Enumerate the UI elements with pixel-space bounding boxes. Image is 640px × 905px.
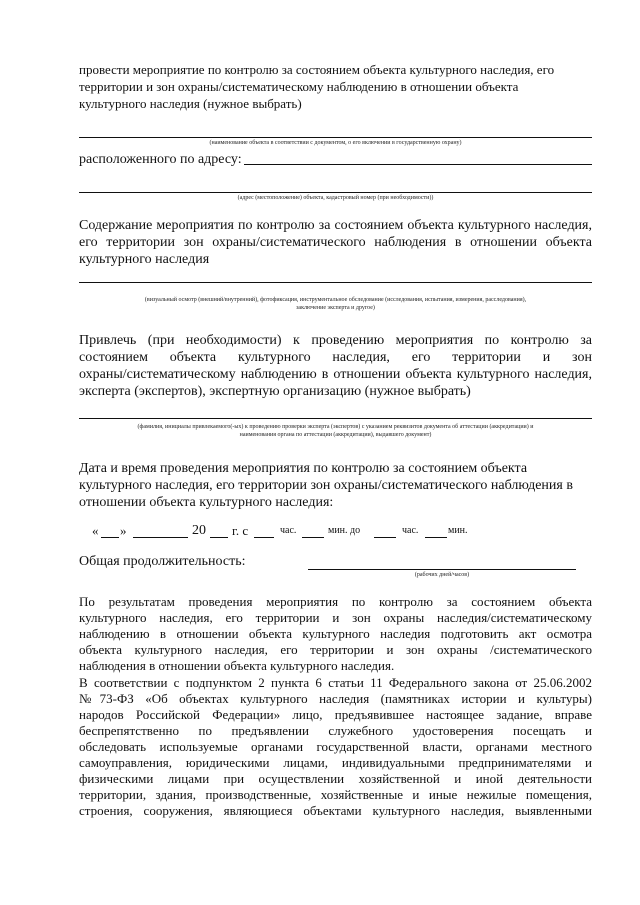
expert-caption-1: (фамилия, инициалы привлекаемого(-ых) к проведению проверки эксперта (экспертов) с указанием реквизитов документа об аттестации (аккредитации) и (137, 424, 534, 430)
involve-line-2: состоянием объекта культурного наследия, его территории и зон (79, 350, 592, 365)
address-line-2 (79, 192, 592, 193)
results-line-1: По результатам проведения мероприятия по контролю за состоянием объекта (79, 594, 592, 609)
intro-line-3: культурного наследия (нужное выбрать) (79, 96, 302, 111)
minutes-to-label: мин. до (328, 525, 361, 536)
year-prefix: 20 (192, 523, 206, 538)
intro-line-1: провести мероприятие по контролю за состоянием объекта культурного наследия, его (79, 62, 555, 77)
minute-to-blank (425, 537, 447, 538)
law-line-3: народов Российской Федерации» лицо, предъявившее настоящее задание, вправе (79, 707, 592, 722)
content-heading-line-1: Содержание мероприятия по контролю за состоянием объекта культурного наследия, (79, 218, 592, 233)
law-line-5: обследовать используемые органами государственной власти, органами местного (79, 739, 592, 754)
duration-caption: (рабочих дней/часов) (414, 572, 470, 578)
hour-from-blank (254, 537, 274, 538)
involve-line-1: Привлечь (при необходимости) к проведению мероприятия по контролю за (79, 333, 592, 348)
duration-line (308, 569, 576, 570)
law-line-7: физическими лицами при осуществлении хозяйственной и иной деятельности (79, 771, 592, 786)
from-label: г. с (232, 523, 249, 538)
hour-to-blank (374, 537, 396, 538)
law-line-1: В соответствии с подпунктом 2 пункта 6 статьи 11 Федерального закона от 25.06.2002 (79, 675, 592, 690)
content-heading-line-3: культурного наследия (79, 252, 210, 267)
content-heading-line-2: его территории зон охраны/систематического наблюдения в отношении объекта (79, 235, 592, 250)
expert-line (79, 418, 592, 419)
intro-line-2: территории и зон охраны/систематическому наблюдению в отношении объекта (79, 79, 519, 94)
content-line (79, 282, 592, 283)
day-blank (101, 537, 119, 538)
law-line-6: самоуправления, юридическими лицами, индивидуальными предпринимателями и (79, 755, 592, 770)
results-line-5: наблюдения в отношении объекта культурного наследия. (79, 658, 395, 673)
law-line-2: №73-ФЗ «Об объектах культурного наследия (памятниках истории и культуры) (79, 691, 592, 706)
minutes-label-2: мин. (448, 525, 468, 536)
date-heading-line-2: культурного наследия, его территории зон охраны/систематического наблюдения в (79, 478, 573, 493)
object-name-line (79, 137, 592, 138)
involve-line-3: охраны/систематическому наблюдению в отношении объекта культурного наследия, (79, 367, 592, 382)
date-heading-line-3: отношении объекта культурного наследия: (79, 495, 334, 510)
duration-label: Общая продолжительность: (79, 554, 246, 569)
object-name-caption: (наименование объекта в соответствии с документом, о его включении в государственную охрану) (209, 140, 462, 146)
date-close-quote: » (120, 523, 127, 538)
minute-from-blank (302, 537, 324, 538)
address-line-1 (244, 164, 592, 165)
date-heading-line-1: Дата и время проведения мероприятия по контролю за состоянием объекта (79, 461, 528, 476)
date-open-quote: « (92, 523, 99, 538)
law-line-8: территории, здания, производственные, хозяйственные и иные нежилые помещения, (79, 787, 592, 802)
month-blank (133, 537, 188, 538)
results-line-3: наблюдению в отношении объекта культурного наследия подготовить акт осмотра (79, 626, 592, 641)
year-blank (210, 537, 228, 538)
hours-label-2: час. (402, 525, 419, 536)
address-label: расположенного по адресу: (79, 152, 242, 167)
address-caption: (адрес (местоположение) объекта, кадастровый номер (при необходимости)) (237, 195, 434, 201)
content-caption-1: (визуальный осмотр (внешний/внутренний), фотофиксация, инструментальное обследование (исследования, испытания, измерения, расследования), (144, 297, 527, 303)
results-line-2: культурного наследия, его территории и зон охраны наследия/систематическому (79, 610, 592, 625)
hours-label-1: час. (280, 525, 297, 536)
involve-line-4: эксперта (экспертов), экспертную организацию (нужное выбрать) (79, 384, 471, 399)
results-line-4: объекта культурного наследия, его территории и зон охраны /систематического (79, 642, 592, 657)
expert-caption-2: наименования органа по аттестации (аккредитации), выдавшего документ) (239, 432, 432, 438)
content-caption-2: заключение эксперта и другое) (296, 305, 375, 311)
law-line-4: беспрепятственно по предъявлении служебного удостоверения посещать и (79, 723, 592, 738)
law-line-9: строения, сооружения, являющиеся объектами культурного наследия, выявленными (79, 803, 592, 818)
